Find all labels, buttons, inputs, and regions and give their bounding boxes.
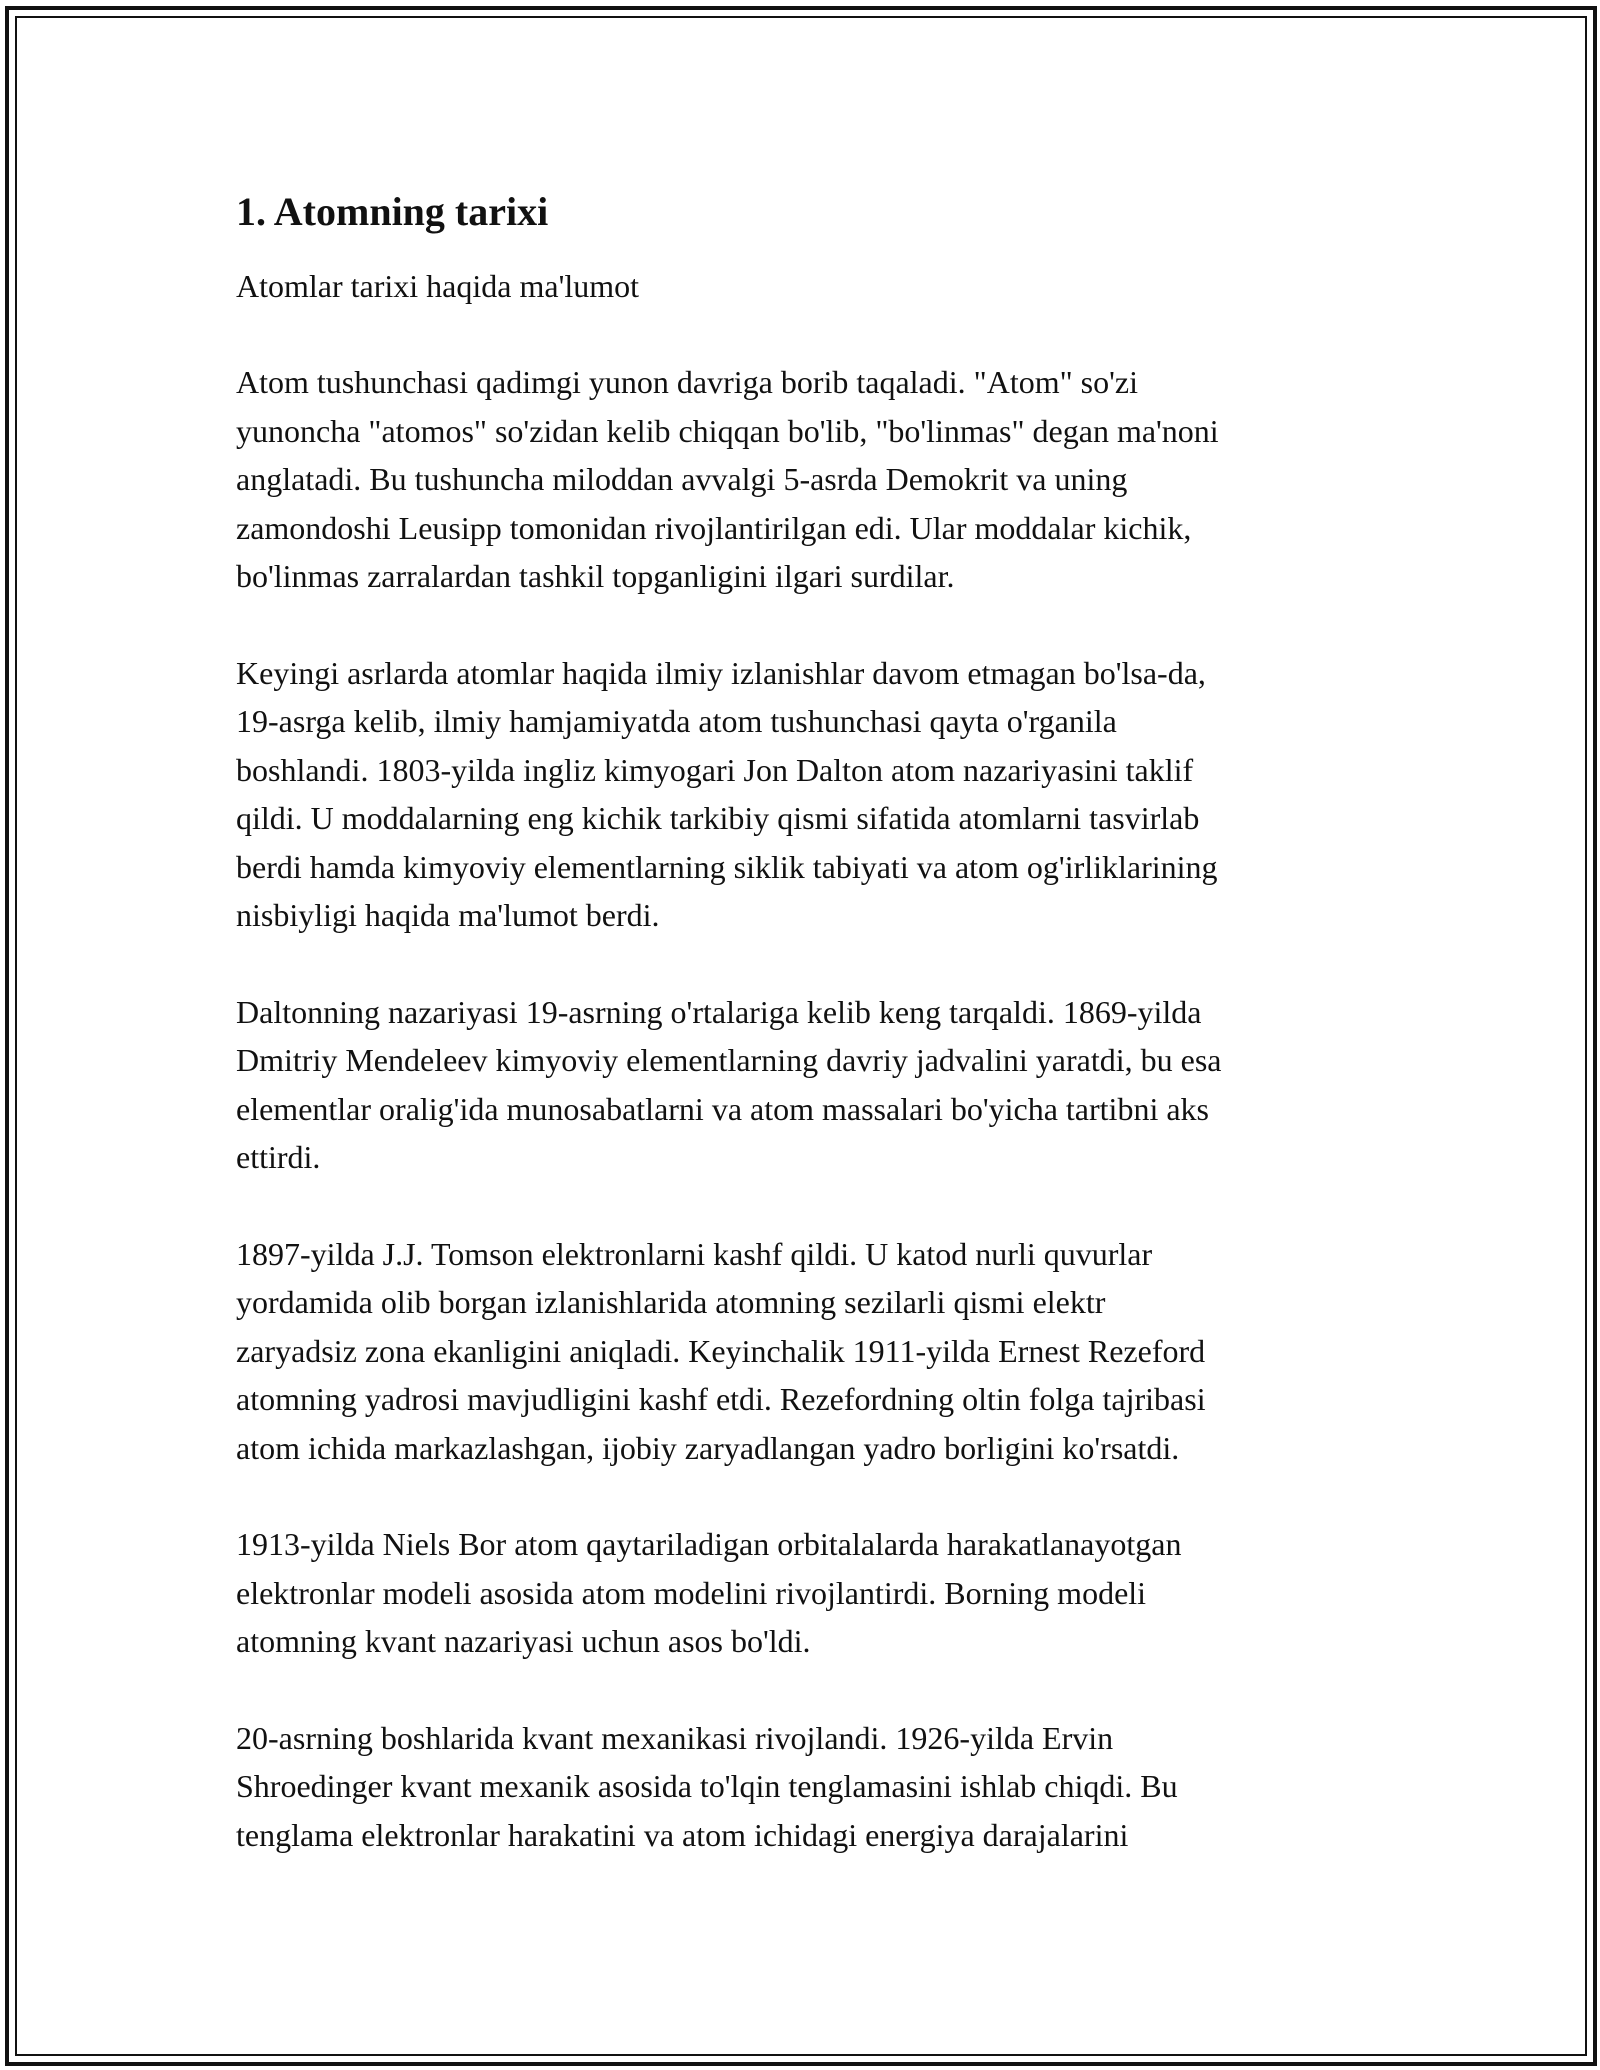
text-line: elektronlar modeli asosida atom modelini rivojlantirdi. Borning modeli: [236, 1574, 1147, 1611]
text-line: atomning kvant nazariyasi uchun asos bo'ldi.: [236, 1623, 811, 1659]
text-line: Keyingi asrlarda atomlar haqida ilmiy izlanishlar davom etmagan bo'lsa-da,: [236, 654, 1206, 691]
text-line: elementlar oralig'ida munosabatlarni va atom massalari bo'yicha tartibni aks: [236, 1090, 1209, 1127]
text-line: Shroedinger kvant mexanik asosida to'lqin tenglamasini ishlab chiqdi. Bu: [236, 1768, 1178, 1804]
text-line: tenglama elektronlar harakatini va atom ichidagi energiya darajalarini: [236, 1816, 1129, 1853]
text-line: nisbiyligi haqida ma'lumot berdi.: [236, 897, 660, 933]
text-line: qildi. U moddalarning eng kichik tarkibiy qismi sifatida atomlarni tasvirlab: [236, 800, 1200, 836]
text-line: ettirdi.: [236, 1139, 321, 1175]
text-line: Daltonning nazariyasi 19-asrning o'rtalariga kelib keng tarqaldi. 1869-yilda: [236, 993, 1202, 1030]
text-line: yunoncha "atomos" so'zidan kelib chiqqan bo'lib, "bo'linmas" degan ma'noni: [236, 412, 1219, 449]
text-line: 1913-yilda Niels Bor atom qaytariladigan orbitalalarda harakatlanayotgan: [236, 1526, 1182, 1562]
text-line: atom ichida markazlashgan, ijobiy zaryadlangan yadro borligini ko'rsatdi.: [236, 1429, 1180, 1466]
text-line: 19-asrga kelib, ilmiy hamjamiyatda atom tushunchasi qayta o'rganila: [236, 703, 1117, 739]
text-line: Dmitriy Mendeleev kimyoviy elementlarning davriy jadvalini yaratdi, bu esa: [236, 1042, 1222, 1078]
text-line: 20-asrning boshlarida kvant mexanikasi rivojlandi. 1926-yilda Ervin: [236, 1719, 1114, 1756]
paragraph-3: [236, 988, 1372, 1182]
text-line: zamondoshi Leusipp tomonidan rivojlantirilgan edi. Ular moddalar kichik,: [236, 509, 1192, 546]
paragraph-2: [236, 649, 1372, 940]
paragraph-4: [236, 1230, 1372, 1473]
paragraph-6: [236, 1714, 1372, 1860]
paragraph-5: [236, 1520, 1372, 1666]
text-line: atomning yadrosi mavjudligini kashf etdi. Rezefordning oltin folga tajribasi: [236, 1381, 1206, 1417]
text-line: berdi hamda kimyoviy elementlarning siklik tabiyati va atom og'irliklarining: [236, 848, 1218, 885]
text-line: Atom tushunchasi qadimgi yunon davriga borib taqaladi. "Atom" so'zi: [236, 364, 1138, 400]
text-line: yordamida olib borgan izlanishlarida atomning sezilarli qismi elektr: [236, 1284, 1106, 1320]
document-body: [236, 188, 1372, 1907]
text-line: boshlandi. 1803-yilda ingliz kimyogari Jon Dalton atom nazariyasini taklif: [236, 751, 1194, 788]
text-line: 1897-yilda J.J. Tomson elektronlarni kashf qildi. U katod nurli quvurlar: [236, 1235, 1153, 1272]
paragraph-1: [236, 358, 1372, 601]
text-line: bo'linmas zarralardan tashkil topganligini ilgari surdilar.: [236, 558, 955, 594]
text-line: anglatadi. Bu tushuncha miloddan avvalgi 5-asrda Demokrit va uning: [236, 461, 1128, 497]
text-line: zaryadsiz zona ekanligini aniqladi. Keyinchalik 1911-yilda Ernest Rezeford: [236, 1332, 1206, 1369]
section-heading: 1. Atomning tarixi: [236, 189, 549, 234]
section-subtitle: Atomlar tarixi haqida ma'lumot: [236, 268, 639, 304]
